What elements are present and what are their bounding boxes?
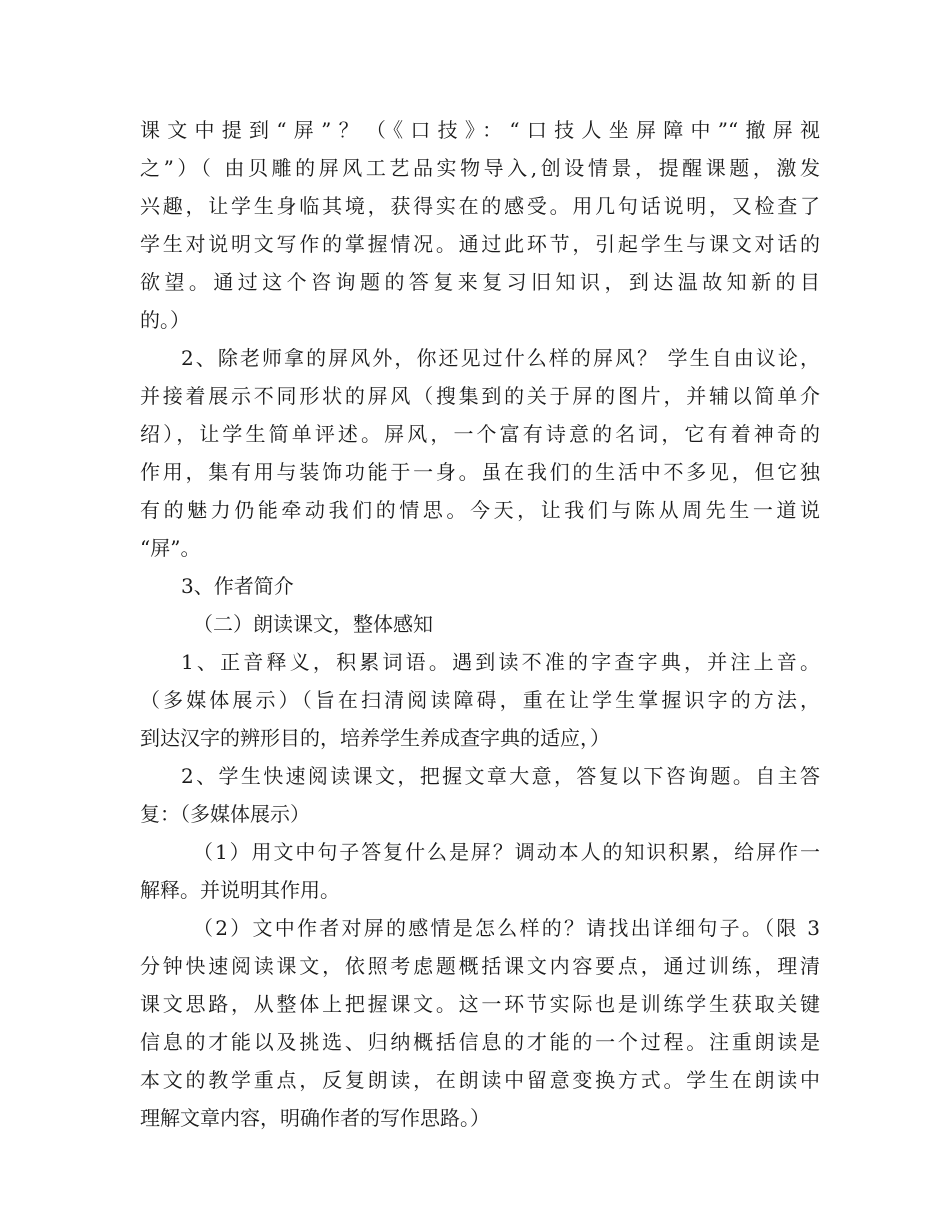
text-line: 本文的教学重点，反复朗读，在朗读中留意变换方式。学生在朗读中 bbox=[140, 1068, 820, 1092]
text-line: 2、学生快速阅读课文，把握文章大意，答复以下咨询题。自主答 bbox=[181, 764, 820, 788]
text-line: “屏”。 bbox=[140, 536, 201, 560]
text-line: （1）用文中句子答复什么是屏？调动本人的知识积累，给屏作一 bbox=[193, 840, 820, 864]
text-line: （多媒体展示）（旨在扫清阅读障碍，重在让学生掌握识字的方法， bbox=[140, 688, 820, 712]
text-line: 之”）（ 由贝雕的屏风工艺品实物导入,创设情景，提醒课题，激发 bbox=[140, 156, 820, 180]
text-line: 欲望。通过这个咨询题的答复来复习旧知识，到达温故知新的目 bbox=[140, 270, 820, 294]
text-line: 课文中提到“屏”？（《口技》：“口技人坐屏障中”“撤屏视 bbox=[140, 118, 820, 142]
text-line: 复：（多媒体展示） bbox=[140, 802, 310, 826]
text-line: 课文思路，从整体上把握课文。这一环节实际也是训练学生获取关键 bbox=[140, 992, 820, 1016]
text-line: 理解文章内容，明确作者的写作思路。） bbox=[140, 1106, 490, 1130]
text-line: 1、正音释义，积累词语。遇到读不准的字查字典，并注上音。 bbox=[181, 650, 820, 674]
text-line: 2、除老师拿的屏风外，你还见过什么样的屏风？ 学生自由议论， bbox=[181, 346, 820, 370]
text-line: 学生对说明文写作的掌握情况。通过此环节，引起学生与课文对话的 bbox=[140, 232, 820, 256]
text-line: 信息的才能以及挑选、归纳概括信息的才能的一个过程。注重朗读是 bbox=[140, 1030, 820, 1054]
text-line: （2）文中作者对屏的感情是怎么样的？请找出详细句子。（限 3 bbox=[193, 916, 820, 940]
text-line: 并接着展示不同形状的屏风（搜集到的关于屏的图片，并辅以简单介 bbox=[140, 384, 820, 408]
text-line: 有的魅力仍能牵动我们的情思。今天，让我们与陈从周先生一道说 bbox=[140, 498, 820, 522]
text-line: 分钟快速阅读课文，依照考虑题概括课文内容要点，通过训练，理清 bbox=[140, 954, 820, 978]
text-line: 解释。并说明其作用。 bbox=[140, 878, 340, 902]
text-line: 到达汉字的辨形目的，培养学生养成查字典的适应，） bbox=[140, 726, 610, 750]
text-line: 的。） bbox=[140, 308, 190, 332]
section-heading: （二）朗读课文，整体感知 bbox=[193, 612, 433, 636]
section-heading: 3、作者简介 bbox=[181, 574, 294, 598]
text-line: 兴趣，让学生身临其境，获得实在的感受。用几句话说明，又检查了 bbox=[140, 194, 820, 218]
text-line: 绍），让学生简单评述。屏风，一个富有诗意的名词，它有着神奇的 bbox=[140, 422, 820, 446]
text-line: 作用，集有用与装饰功能于一身。虽在我们的生活中不多见，但它独 bbox=[140, 460, 820, 484]
